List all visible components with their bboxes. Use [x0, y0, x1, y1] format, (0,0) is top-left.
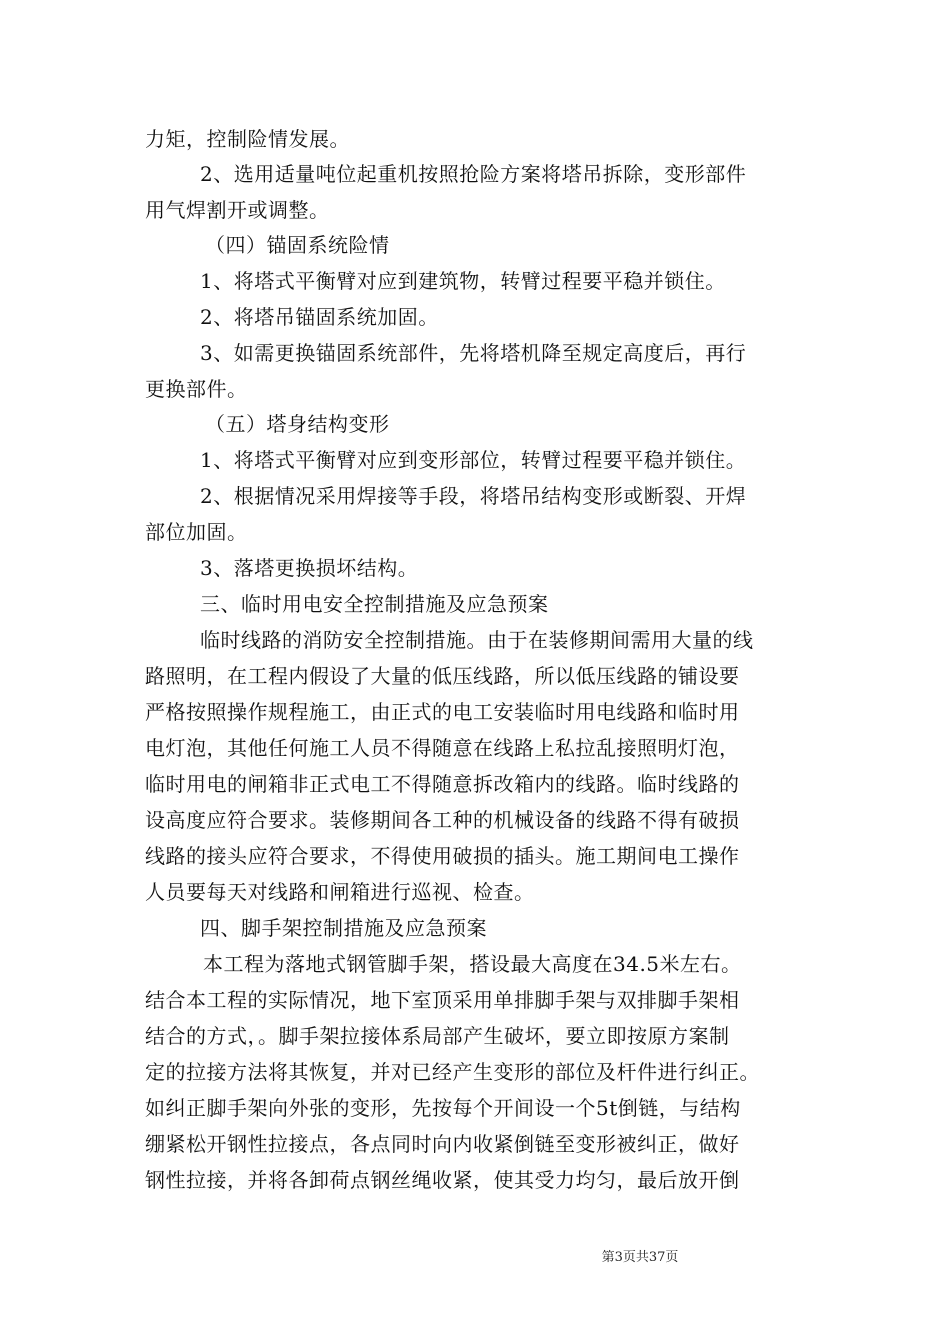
text-line: 本工程为落地式钢管脚手架，搭设最大高度在34.5米左右。 [203, 952, 742, 976]
section-heading: 三、临时用电安全控制措施及应急预案 [200, 592, 549, 616]
text-line: 部位加固。 [145, 520, 248, 544]
text-line: 定的拉接方法将其恢复，并对已经产生变形的部位及杆件进行纠正。 [145, 1060, 760, 1084]
text-line: 设高度应符合要求。装修期间各工种的机械设备的线路不得有破损 [145, 808, 740, 832]
text-line: 线路的接头应符合要求，不得使用破损的插头。施工期间电工操作 [145, 844, 740, 868]
section-heading: （四）锚固系统险情 [205, 233, 390, 257]
text-line: 严格按照操作规程施工，由正式的电工安装临时用电线路和临时用 [145, 700, 740, 724]
text-line: 人员要每天对线路和闸箱进行巡视、检查。 [145, 880, 535, 904]
text-line: 力矩，控制险情发展。 [145, 127, 350, 151]
text-line: 3、如需更换锚固系统部件，先将塔机降至规定高度后，再行 [200, 341, 747, 365]
text-line: 结合的方式，。脚手架拉接体系局部产生破坏，要立即按原方案制 [145, 1024, 730, 1048]
text-line: 电灯泡，其他任何施工人员不得随意在线路上私拉乱接照明灯泡， [145, 736, 740, 760]
text-line: 如纠正脚手架向外张的变形，先按每个开间设一个5t倒链，与结构 [145, 1096, 741, 1120]
text-line: 路照明，在工程内假设了大量的低压线路，所以低压线路的铺设要 [145, 664, 740, 688]
text-line: 用气焊割开或调整。 [145, 198, 330, 222]
text-line: 临时线路的消防安全控制措施。由于在装修期间需用大量的线 [200, 628, 754, 652]
text-line: 钢性拉接，并将各卸荷点钢丝绳收紧，使其受力均匀，最后放开倒 [145, 1168, 740, 1192]
section-heading: 四、脚手架控制措施及应急预案 [200, 916, 487, 940]
text-line: 1、将塔式平衡臂对应到变形部位，转臂过程要平稳并锁住。 [200, 448, 747, 472]
section-heading: （五）塔身结构变形 [205, 412, 390, 436]
text-line: 1、将塔式平衡臂对应到建筑物，转臂过程要平稳并锁住。 [200, 269, 726, 293]
text-line: 绷紧松开钢性拉接点，各点同时向内收紧倒链至变形被纠正，做好 [145, 1132, 740, 1156]
page-number-footer: 第3页共37页 [601, 1250, 679, 1265]
text-line: 临时用电的闸箱非正式电工不得随意拆改箱内的线路。临时线路的 [145, 772, 740, 796]
text-line: 2、将塔吊锚固系统加固。 [200, 305, 439, 329]
text-line: 2、根据情况采用焊接等手段，将塔吊结构变形或断裂、开焊 [200, 484, 747, 508]
text-line: 3、落塔更换损坏结构。 [200, 556, 419, 580]
text-line: 2、选用适量吨位起重机按照抢险方案将塔吊拆除，变形部件 [200, 162, 747, 186]
text-line: 结合本工程的实际情况，地下室顶采用单排脚手架与双排脚手架相 [145, 988, 740, 1012]
text-line: 更换部件。 [145, 377, 248, 401]
